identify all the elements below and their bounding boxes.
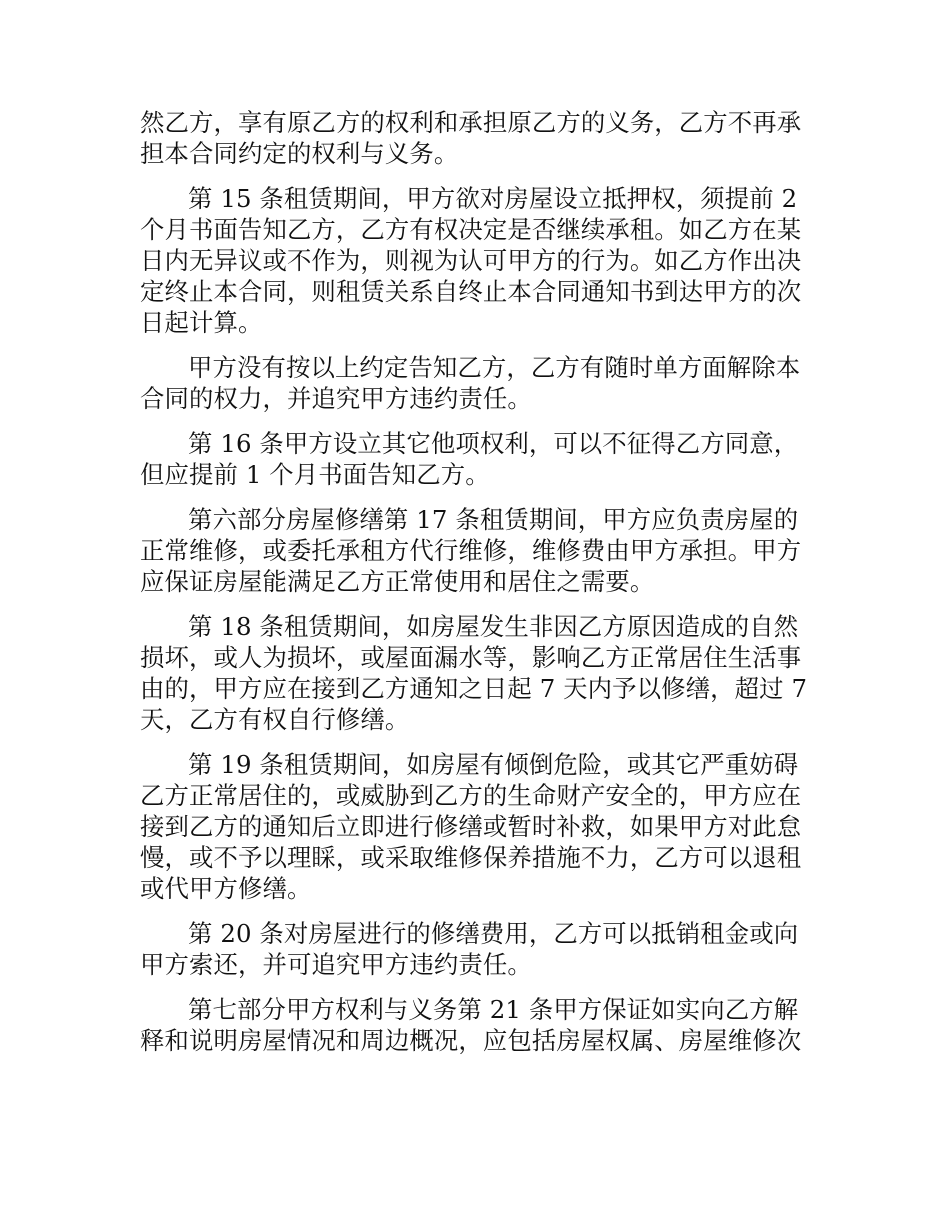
paragraph-article-18: 第 18 条租赁期间，如房屋发生非因乙方原因造成的自然损坏，或人为损坏，或屋面漏水等，影响乙方正常居住生活事由的，甲方应在接到乙方通知之日起 7 天内予以修缮，超过 7 天，乙方有权自行修缮。 — [140, 612, 808, 734]
paragraph-article-15: 第 15 条租赁期间，甲方欲对房屋设立抵押权，须提前 2 个月书面告知乙方，乙方有权决定是否继续承租。如乙方在某日内无异议或不作为，则视为认可甲方的行为。如乙方作出决定终止本合同，则租赁关系自终止本合同通知书到达甲方的次日起计算。 — [140, 184, 802, 337]
paragraph-article-21: 第七部分甲方权利与义务第 21 条甲方保证如实向乙方解释和说明房屋情况和周边概况，应包括房屋权属、房屋维修次 — [140, 995, 802, 1055]
paragraph-party-a-notice: 甲方没有按以上约定告知乙方，乙方有随时单方面解除本合同的权力，并追究甲方违约责任。 — [140, 353, 801, 413]
paragraph-article-17: 第六部分房屋修缮第 17 条租赁期间，甲方应负责房屋的正常维修，或委托承租方代行维修，维修费由甲方承担。甲方应保证房屋能满足乙方正常使用和居住之需要。 — [140, 505, 802, 596]
paragraph-continuation: 然乙方，享有原乙方的权利和承担原乙方的义务，乙方不再承担本合同约定的权利与义务。 — [140, 108, 802, 168]
paragraph-article-20: 第 20 条对房屋进行的修缮费用，乙方可以抵销租金或向甲方索还，并可追究甲方违约责任。 — [140, 919, 799, 979]
document-page — [140, 107, 812, 1070]
paragraph-article-19: 第 19 条租赁期间，如房屋有倾倒危险，或其它严重妨碍乙方正常居住的，或威胁到乙方的生命财产安全的，甲方应在接到乙方的通知后立即进行修缮或暂时补救，如果甲方对此怠慢，或不予以理睬，或采取维修保养措施不力，乙方可以退租或代甲方修缮。 — [140, 750, 802, 903]
paragraph-article-16: 第 16 条甲方设立其它他项权利，可以不征得乙方同意，但应提前 1 个月书面告知乙方。 — [140, 429, 799, 489]
